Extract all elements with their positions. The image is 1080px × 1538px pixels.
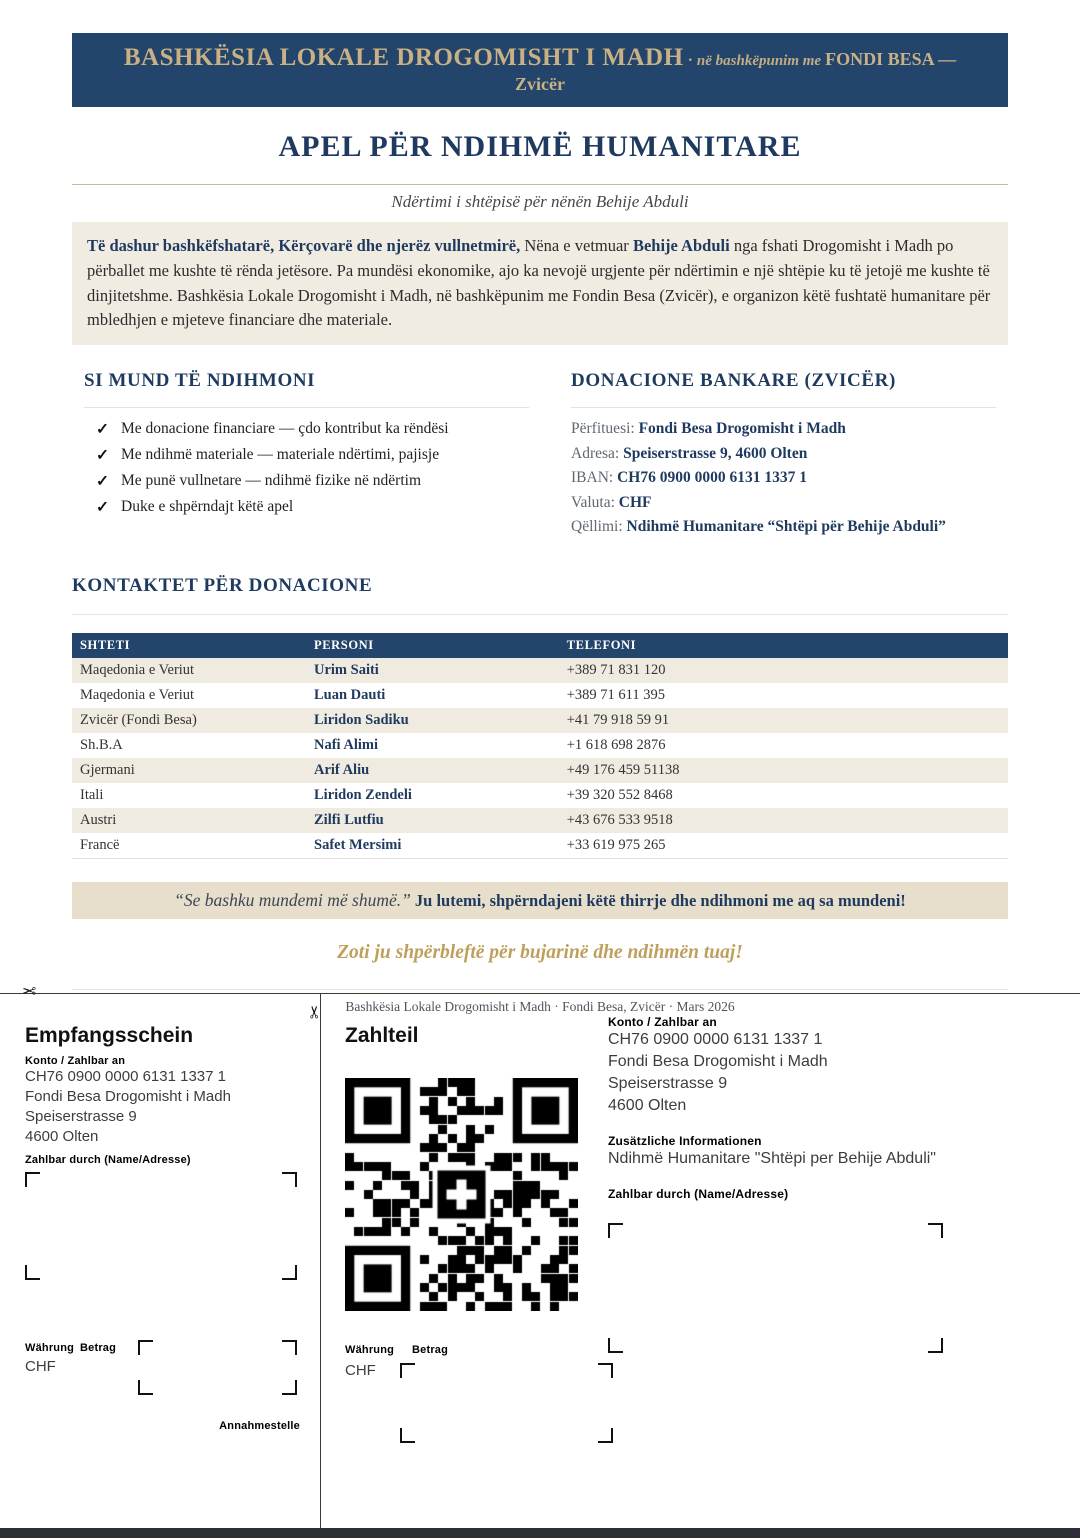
amount-field — [400, 1363, 613, 1443]
quote-text: “Se bashku mundemi më shumë.” — [174, 889, 411, 910]
scissors-icon: ✂ — [22, 982, 37, 1001]
separator-dot: · — [687, 52, 693, 69]
list-item-label: Me donacione financiare — çdo kontribut ka rëndësi — [121, 420, 449, 437]
currency-value: CHF — [25, 1358, 56, 1375]
corner-mark — [598, 1428, 613, 1443]
corner-mark — [282, 1380, 297, 1395]
payer-field — [608, 1223, 943, 1353]
corner-mark — [608, 1223, 623, 1238]
column-header: PERSONI — [306, 633, 559, 658]
list-item — [96, 472, 529, 491]
intro-salutation: Të dashur bashkëfshatarë, Kërçovarë dhe njerëz vullnetmirë, — [87, 236, 521, 255]
person-cell: Urim Saiti — [314, 661, 379, 678]
table-row — [72, 683, 1008, 708]
section-divider — [72, 614, 1008, 615]
list-item — [96, 420, 529, 439]
beneficiary-name: Behije Abduli — [632, 236, 730, 255]
partner-name: FONDI BESA — — [825, 49, 957, 69]
corner-mark — [138, 1340, 153, 1355]
person-cell: Zilfi Lutfiu — [314, 811, 384, 828]
bank-label: Përfituesi: — [571, 420, 635, 437]
table-row — [72, 808, 1008, 833]
check-icon: ✓ — [96, 499, 109, 516]
country-cell: Maqedonia e Veriut — [80, 661, 195, 678]
receipt-title: Empfangsschein — [25, 1024, 194, 1047]
appeal-document — [72, 33, 1008, 1015]
creditor-city: 4600 Olten — [608, 1097, 687, 1114]
call-to-action-text: Ju lutemi, shpërndajeni këtë thirrje dhe ndihmoni me aq sa mundeni! — [414, 890, 906, 910]
list-item — [96, 498, 529, 517]
account-label: Konto / Zahlbar an — [25, 1055, 126, 1067]
iban-line: CH76 0900 0000 6131 1337 1 — [608, 1031, 823, 1048]
account-label: Konto / Zahlbar an — [608, 1015, 717, 1029]
intro-paragraph — [72, 222, 1008, 345]
scissors-icon: ✂ — [304, 1004, 324, 1020]
table-row — [72, 758, 1008, 783]
phone-cell: +33 619 975 265 — [566, 836, 666, 853]
organization-name: BASHKËSIA LOKALE DROGOMISHT I MADH — [123, 44, 684, 71]
amount-field — [138, 1340, 297, 1395]
bank-value: Speiserstrasse 9, 4600 Olten — [623, 444, 808, 462]
additional-info-label: Zusätzliche Informationen — [608, 1134, 762, 1148]
bank-detail-row — [571, 469, 996, 487]
horizontal-cut-line — [0, 993, 1080, 994]
payment-account-block — [608, 1015, 1058, 1201]
heading-divider — [571, 407, 996, 408]
header-banner — [72, 33, 1008, 107]
table-row — [72, 833, 1008, 858]
bottom-bar — [0, 1528, 1080, 1538]
check-icon: ✓ — [96, 447, 109, 464]
table-row — [72, 708, 1008, 733]
currency-label: Währung — [345, 1344, 395, 1356]
corner-mark — [282, 1172, 297, 1187]
person-cell: Luan Dauti — [314, 686, 386, 703]
heading-divider — [84, 407, 529, 408]
bank-detail-row — [571, 420, 996, 438]
corner-mark — [25, 1265, 40, 1280]
corner-mark — [608, 1338, 623, 1353]
currency-value: CHF — [345, 1362, 376, 1379]
phone-cell: +389 71 611 395 — [566, 686, 665, 703]
creditor-name: Fondi Besa Drogomisht i Madh — [608, 1053, 828, 1070]
payment-part-title: Zahlteil — [345, 1024, 419, 1047]
bank-label: Valuta: — [571, 493, 615, 511]
iban-line: CH76 0900 0000 6131 1337 1 — [25, 1068, 227, 1085]
intro-text-continued: nga fshati Drogomisht i Madh po përballet me kushte të rënda jetësore. Pa mundësi ekonomike, ajo ka nevojë urgjente për ndërtimin e një shtëpie ku të jetojë me kushte të dinjitetshme. Bashkësia Lokale Drogomisht i Madh, në bashkëpunim me Fondin Besa (Zvicër), e organizon këtë fushtatë humanitare për mbledhjen e mjeteve financiare dhe materiale. — [87, 236, 991, 330]
phone-cell: +389 71 831 120 — [566, 661, 666, 678]
bank-donations-section — [571, 370, 996, 543]
quote-bar — [72, 882, 1008, 919]
table-row — [72, 783, 1008, 808]
bank-value: Fondi Besa Drogomisht i Madh — [638, 420, 846, 437]
corner-mark — [282, 1340, 297, 1355]
creditor-city: 4600 Olten — [25, 1128, 99, 1145]
corner-mark — [928, 1223, 943, 1238]
page-title: APEL PËR NDIHMË HUMANITARE — [278, 130, 802, 163]
acceptance-point-label: Annahmestelle — [219, 1420, 300, 1432]
list-item-label: Me ndihmë materiale — materiale ndërtimi, pajisje — [121, 446, 440, 463]
country-cell: Gjermani — [80, 761, 135, 778]
column-header: SHTETI — [72, 633, 306, 658]
bank-heading: DONACIONE BANKARE (ZVICËR) — [571, 370, 896, 391]
list-item-label: Duke e shpërndajt këtë apel — [121, 498, 294, 515]
country-cell: Zvicër (Fondi Besa) — [80, 711, 197, 728]
collaboration-prefix: në bashkëpunim me — [696, 53, 822, 69]
bank-detail-row — [571, 518, 996, 536]
payable-by-label: Zahlbar durch (Name/Adresse) — [25, 1154, 191, 1166]
phone-cell: +49 176 459 51138 — [566, 761, 680, 778]
corner-mark — [928, 1338, 943, 1353]
country-cell: Itali — [80, 786, 104, 803]
vertical-cut-line — [320, 993, 321, 1528]
bank-value: CHF — [618, 493, 652, 511]
person-cell: Safet Mersimi — [314, 836, 402, 853]
phone-cell: +43 676 533 9518 — [566, 811, 673, 828]
intro-text: Nëna e vetmuar — [524, 236, 629, 255]
how-to-help-section — [84, 370, 529, 543]
swiss-qr-code — [345, 1078, 578, 1311]
creditor-name: Fondi Besa Drogomisht i Madh — [25, 1088, 231, 1105]
list-item — [96, 446, 529, 465]
contacts-heading: KONTAKTET PËR DONACIONE — [72, 574, 373, 596]
bank-label: Qëllimi: — [571, 518, 623, 535]
table-row — [72, 733, 1008, 758]
check-icon: ✓ — [96, 421, 109, 438]
phone-cell: +1 618 698 2876 — [566, 736, 666, 753]
corner-mark — [400, 1363, 415, 1378]
payer-field — [25, 1172, 297, 1280]
payable-by-label: Zahlbar durch (Name/Adresse) — [608, 1187, 789, 1201]
table-row — [72, 658, 1008, 683]
bank-detail-row — [571, 494, 996, 512]
check-icon: ✓ — [96, 473, 109, 490]
phone-cell: +41 79 918 59 91 — [566, 711, 670, 728]
contacts-table-wrapper — [72, 633, 1008, 859]
person-cell: Liridon Sadiku — [314, 711, 409, 728]
two-column-section — [72, 370, 1008, 543]
corner-mark — [25, 1172, 40, 1187]
bank-label: Adresa: — [571, 444, 620, 462]
column-header: TELEFONI — [559, 633, 1008, 658]
corner-mark — [282, 1265, 297, 1280]
amount-label: Betrag — [80, 1342, 117, 1354]
iban-value: CH76 0900 0000 6131 1337 1 — [617, 469, 807, 486]
phone-cell: +39 320 552 8468 — [566, 786, 673, 803]
person-cell: Liridon Zendeli — [314, 786, 412, 803]
gold-divider — [72, 184, 1008, 185]
bank-detail-row — [571, 445, 996, 463]
document-footer: Bashkësia Lokale Drogomisht i Madh · Fondi Besa, Zvicër · Mars 2026 — [72, 989, 1008, 1015]
partner-region: Zvicër — [515, 74, 565, 94]
creditor-street: Speiserstrasse 9 — [608, 1075, 728, 1092]
corner-mark — [138, 1380, 153, 1395]
amount-label: Betrag — [412, 1344, 449, 1356]
list-item-label: Me punë vullnetare — ndihmë fizike në ndërtim — [121, 472, 422, 489]
blessing-text: Zoti ju shpërbleftë për bujarinë dhe ndihmën tuaj! — [337, 941, 743, 963]
receipt-account-block — [25, 1055, 305, 1147]
person-cell: Arif Aliu — [314, 761, 370, 778]
country-cell: Maqedonia e Veriut — [80, 686, 195, 703]
bank-value: Ndihmë Humanitare “Shtëpi për Behije Abduli” — [626, 518, 946, 535]
creditor-street: Speiserstrasse 9 — [25, 1108, 137, 1125]
country-cell: Sh.B.A — [80, 736, 123, 753]
country-cell: Austri — [80, 811, 117, 828]
table-header-row — [72, 633, 1008, 658]
banner-line1 — [82, 44, 998, 72]
additional-info-value: Ndihmë Humanitare "Shtëpi per Behije Abduli" — [608, 1150, 936, 1167]
person-cell: Nafi Alimi — [314, 736, 379, 753]
corner-mark — [400, 1428, 415, 1443]
contacts-table — [72, 633, 1008, 858]
subtitle: Ndërtimi i shtëpisë për nënën Behije Abduli — [391, 192, 689, 211]
how-to-help-heading: SI MUND TË NDIHMONI — [84, 370, 316, 391]
bank-label: IBAN: — [571, 469, 614, 486]
country-cell: Francë — [80, 836, 120, 853]
currency-label: Währung — [25, 1342, 75, 1354]
corner-mark — [598, 1363, 613, 1378]
